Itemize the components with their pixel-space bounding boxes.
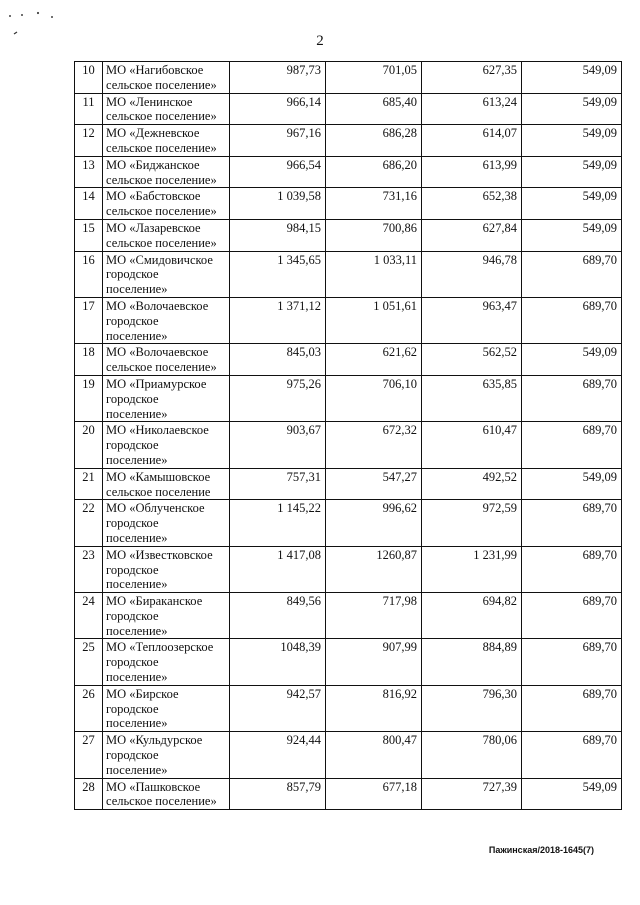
value-cell-2: 677,18 <box>326 778 422 810</box>
value-cell-4: 689,70 <box>522 375 622 421</box>
municipality-name-line: МО «Лазаревское <box>106 220 201 235</box>
table-row <box>75 422 622 468</box>
municipality-name-line: городское <box>106 313 159 328</box>
value-cell-1: 845,03 <box>230 344 326 376</box>
municipality-name-line: сельское поселение» <box>106 235 217 250</box>
municipality-name-line: городское <box>106 655 159 670</box>
value-cell-4: 549,09 <box>522 93 622 125</box>
municipality-name-line: сельское поселение» <box>106 204 217 219</box>
value-cell-1: 1048,39 <box>230 639 326 685</box>
municipality-name-line: сельское поселение» <box>106 109 217 124</box>
value-cell-1: 975,26 <box>230 375 326 421</box>
row-number: 25 <box>75 639 103 685</box>
municipality-name-line: городское <box>106 438 159 453</box>
value-cell-3: 727,39 <box>422 778 522 810</box>
row-number: 27 <box>75 732 103 778</box>
municipality-name-line: поселение» <box>106 670 168 685</box>
municipality-name-line: сельское поселение» <box>106 77 217 92</box>
row-number: 12 <box>75 125 103 157</box>
value-cell-1: 1 417,08 <box>230 546 326 592</box>
value-cell-4: 689,70 <box>522 593 622 639</box>
value-cell-4: 549,09 <box>522 219 622 251</box>
value-cell-2: 1 033,11 <box>326 251 422 297</box>
municipality-name-line: сельское поселение» <box>106 140 217 155</box>
table-row <box>75 125 622 157</box>
municipality-name <box>103 732 230 778</box>
municipal-data-table <box>74 61 622 810</box>
value-cell-4: 549,09 <box>522 125 622 157</box>
municipality-name-line: МО «Смидовичское <box>106 252 213 267</box>
row-number: 18 <box>75 344 103 376</box>
municipality-name-line: МО «Известковское <box>106 547 213 562</box>
row-number: 19 <box>75 375 103 421</box>
row-number: 21 <box>75 468 103 500</box>
value-cell-3: 780,06 <box>422 732 522 778</box>
value-cell-4: 549,09 <box>522 188 622 220</box>
municipality-name-line: МО «Теплоозерское <box>106 640 214 655</box>
municipality-name-line: МО «Бабстовское <box>106 189 201 204</box>
municipality-name <box>103 125 230 157</box>
value-cell-3: 946,78 <box>422 251 522 297</box>
municipality-name <box>103 593 230 639</box>
municipality-name-line: поселение» <box>106 328 168 343</box>
value-cell-2: 731,16 <box>326 188 422 220</box>
value-cell-4: 689,70 <box>522 685 622 731</box>
table-row <box>75 500 622 546</box>
value-cell-3: 972,59 <box>422 500 522 546</box>
value-cell-2: 686,20 <box>326 156 422 188</box>
value-cell-4: 549,09 <box>522 156 622 188</box>
value-cell-1: 757,31 <box>230 468 326 500</box>
municipality-name <box>103 685 230 731</box>
row-number: 11 <box>75 93 103 125</box>
municipality-name <box>103 62 230 94</box>
table-row <box>75 219 622 251</box>
value-cell-3: 610,47 <box>422 422 522 468</box>
municipality-name-line: городское <box>106 562 159 577</box>
page-number: 2 <box>316 33 324 49</box>
value-cell-1: 903,67 <box>230 422 326 468</box>
value-cell-3: 627,35 <box>422 62 522 94</box>
municipality-name-line: поселение» <box>106 762 168 777</box>
municipality-name <box>103 468 230 500</box>
municipality-name-line: поселение» <box>106 530 168 545</box>
table-row <box>75 468 622 500</box>
municipality-name-line: МО «Бирское <box>106 686 179 701</box>
municipality-name-line: МО «Приамурское <box>106 376 207 391</box>
row-number: 26 <box>75 685 103 731</box>
table-row <box>75 93 622 125</box>
municipality-name-line: МО «Николаевское <box>106 423 209 438</box>
value-cell-2: 717,98 <box>326 593 422 639</box>
table-row <box>75 62 622 94</box>
value-cell-1: 967,16 <box>230 125 326 157</box>
municipality-name-line: городское <box>106 701 159 716</box>
row-number: 10 <box>75 62 103 94</box>
municipality-name-line: поселение» <box>106 452 168 467</box>
document-footer-code: Пажинская/2018-1645(7) <box>488 845 594 855</box>
value-cell-2: 907,99 <box>326 639 422 685</box>
municipality-name-line: городское <box>106 516 159 531</box>
table-row <box>75 251 622 297</box>
value-cell-4: 689,70 <box>522 297 622 343</box>
table-row <box>75 778 622 810</box>
row-number: 23 <box>75 546 103 592</box>
value-cell-1: 1 039,58 <box>230 188 326 220</box>
value-cell-3: 627,84 <box>422 219 522 251</box>
row-number: 28 <box>75 778 103 810</box>
municipality-name-line: МО «Бираканское <box>106 594 203 609</box>
row-number: 17 <box>75 297 103 343</box>
municipality-name <box>103 156 230 188</box>
table-row <box>75 375 622 421</box>
value-cell-4: 549,09 <box>522 778 622 810</box>
municipality-name-line: сельское поселение <box>106 484 211 499</box>
value-cell-3: 1 231,99 <box>422 546 522 592</box>
municipality-name-line: поселение» <box>106 577 168 592</box>
municipality-name <box>103 546 230 592</box>
table-row <box>75 297 622 343</box>
value-cell-2: 700,86 <box>326 219 422 251</box>
value-cell-2: 672,32 <box>326 422 422 468</box>
municipality-name-line: МО «Дежневское <box>106 126 200 141</box>
value-cell-2: 706,10 <box>326 375 422 421</box>
municipality-name-line: МО «Пашковское <box>106 779 201 794</box>
value-cell-1: 1 145,22 <box>230 500 326 546</box>
value-cell-1: 984,15 <box>230 219 326 251</box>
value-cell-3: 884,89 <box>422 639 522 685</box>
value-cell-1: 1 371,12 <box>230 297 326 343</box>
value-cell-2: 701,05 <box>326 62 422 94</box>
row-number: 14 <box>75 188 103 220</box>
municipality-name-line: городское <box>106 608 159 623</box>
value-cell-1: 942,57 <box>230 685 326 731</box>
value-cell-2: 686,28 <box>326 125 422 157</box>
row-number: 16 <box>75 251 103 297</box>
value-cell-1: 924,44 <box>230 732 326 778</box>
value-cell-1: 849,56 <box>230 593 326 639</box>
value-cell-2: 800,47 <box>326 732 422 778</box>
table-row <box>75 732 622 778</box>
table-body <box>75 62 622 810</box>
municipality-name-line: сельское поселение» <box>106 794 217 809</box>
value-cell-3: 635,85 <box>422 375 522 421</box>
value-cell-3: 694,82 <box>422 593 522 639</box>
municipality-name <box>103 344 230 376</box>
municipality-name-line: МО «Облученское <box>106 501 205 516</box>
value-cell-3: 492,52 <box>422 468 522 500</box>
municipality-name-line: МО «Волочаевское <box>106 345 209 360</box>
value-cell-2: 547,27 <box>326 468 422 500</box>
municipality-name-line: МО «Кульдурское <box>106 733 203 748</box>
municipality-name <box>103 219 230 251</box>
row-number: 24 <box>75 593 103 639</box>
municipality-name <box>103 251 230 297</box>
value-cell-3: 562,52 <box>422 344 522 376</box>
table-row <box>75 639 622 685</box>
value-cell-3: 963,47 <box>422 297 522 343</box>
value-cell-4: 689,70 <box>522 422 622 468</box>
municipality-name <box>103 375 230 421</box>
table-row <box>75 188 622 220</box>
value-cell-4: 689,70 <box>522 500 622 546</box>
municipality-name <box>103 297 230 343</box>
value-cell-4: 689,70 <box>522 546 622 592</box>
municipality-name-line: поселение» <box>106 282 168 297</box>
value-cell-1: 966,54 <box>230 156 326 188</box>
row-number: 15 <box>75 219 103 251</box>
municipality-name <box>103 93 230 125</box>
municipality-name <box>103 422 230 468</box>
value-cell-4: 549,09 <box>522 468 622 500</box>
municipality-name-line: МО «Биджанское <box>106 157 200 172</box>
municipality-name-line: МО «Ленинское <box>106 94 193 109</box>
table-row <box>75 593 622 639</box>
table-row <box>75 344 622 376</box>
value-cell-2: 816,92 <box>326 685 422 731</box>
row-number: 22 <box>75 500 103 546</box>
value-cell-1: 1 345,65 <box>230 251 326 297</box>
municipality-name-line: городское <box>106 267 159 282</box>
municipality-name-line: поселение» <box>106 406 168 421</box>
value-cell-1: 966,14 <box>230 93 326 125</box>
row-number: 20 <box>75 422 103 468</box>
municipality-name-line: городское <box>106 748 159 763</box>
value-cell-4: 689,70 <box>522 251 622 297</box>
municipality-name <box>103 639 230 685</box>
municipality-name-line: МО «Волочаевское <box>106 298 209 313</box>
value-cell-3: 613,24 <box>422 93 522 125</box>
table-row <box>75 156 622 188</box>
value-cell-4: 689,70 <box>522 732 622 778</box>
municipality-name-line: городское <box>106 391 159 406</box>
value-cell-2: 996,62 <box>326 500 422 546</box>
value-cell-2: 1260,87 <box>326 546 422 592</box>
municipality-name-line: МО «Нагибовское <box>106 63 204 77</box>
municipality-name-line: МО «Камышовское <box>106 469 211 484</box>
value-cell-2: 621,62 <box>326 344 422 376</box>
municipality-name-line: сельское поселение» <box>106 172 217 187</box>
row-number: 13 <box>75 156 103 188</box>
value-cell-4: 689,70 <box>522 639 622 685</box>
value-cell-2: 1 051,61 <box>326 297 422 343</box>
value-cell-3: 614,07 <box>422 125 522 157</box>
value-cell-3: 652,38 <box>422 188 522 220</box>
value-cell-4: 549,09 <box>522 62 622 94</box>
municipality-name-line: поселение» <box>106 623 168 638</box>
value-cell-4: 549,09 <box>522 344 622 376</box>
value-cell-1: 857,79 <box>230 778 326 810</box>
value-cell-1: 987,73 <box>230 62 326 94</box>
municipality-name-line: поселение» <box>106 716 168 731</box>
municipality-name <box>103 500 230 546</box>
municipality-name <box>103 188 230 220</box>
value-cell-3: 796,30 <box>422 685 522 731</box>
table-row <box>75 685 622 731</box>
value-cell-2: 685,40 <box>326 93 422 125</box>
municipality-name <box>103 778 230 810</box>
municipality-name-line: сельское поселение» <box>106 360 217 375</box>
value-cell-3: 613,99 <box>422 156 522 188</box>
table-row <box>75 546 622 592</box>
